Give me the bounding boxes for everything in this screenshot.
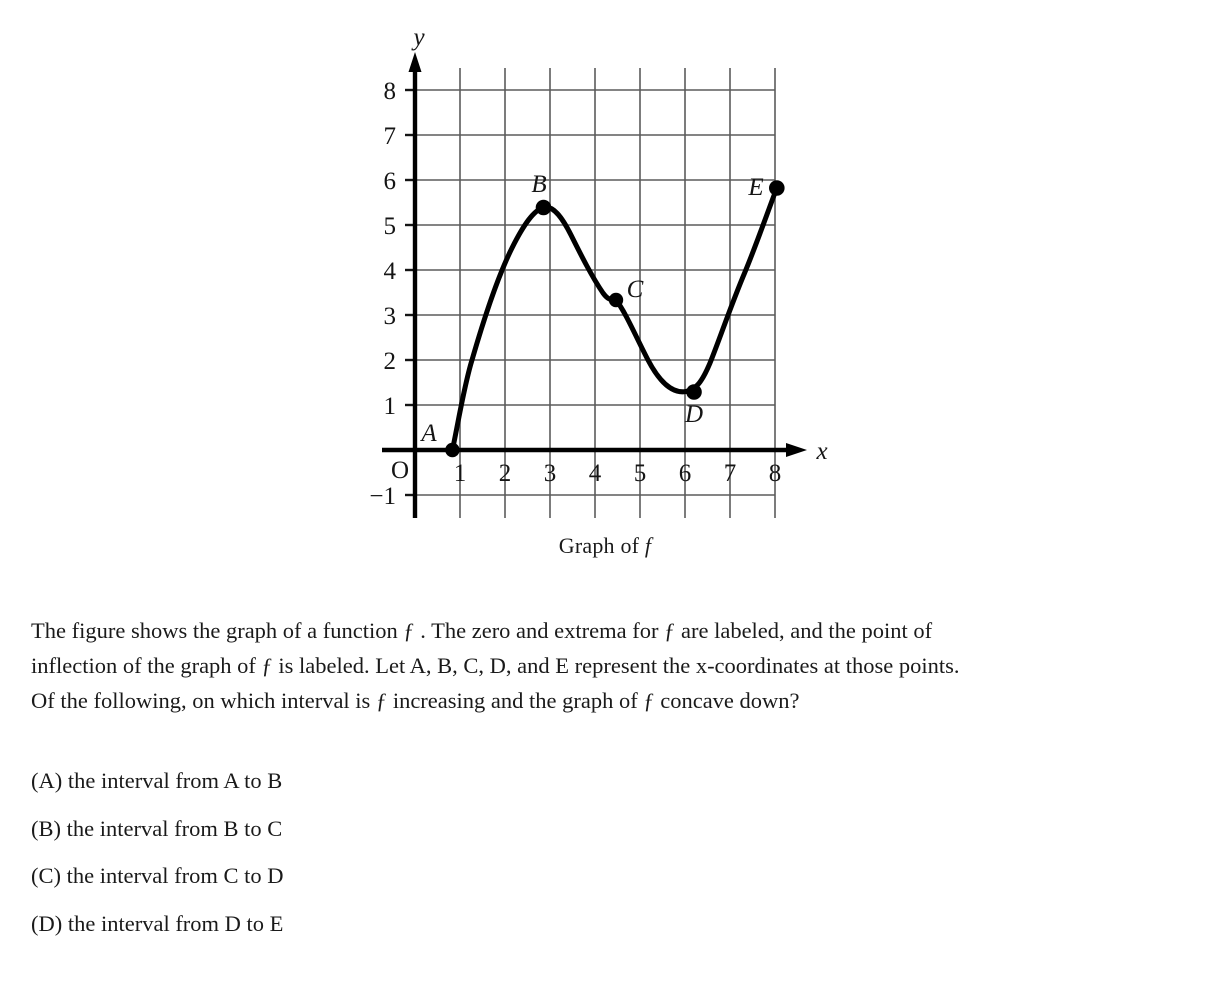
question-stem-line-2: inflection of the graph of ƒ is labeled. Let A, B, C, D, and E represent the x‑coordinates at those points. (31, 653, 960, 678)
y-tick-7: 7 (383, 123, 396, 150)
x-tick-3: 3 (543, 460, 557, 487)
point-d-marker (686, 384, 702, 400)
y-tick-4: 4 (383, 258, 396, 285)
point-a-marker (445, 443, 459, 457)
figure-caption-function: f (644, 533, 652, 558)
question-stem (31, 613, 1183, 718)
answer-choice-d[interactable] (31, 906, 831, 941)
answer-choice-d-text: the interval from D to E (67, 910, 284, 936)
figure-caption-text: Graph of (558, 533, 645, 558)
answer-choices (31, 763, 831, 953)
y-tick-1: 1 (383, 393, 396, 420)
answer-choice-a-letter: (A) (31, 768, 63, 793)
answer-choice-a-text: the interval from A to B (67, 768, 283, 793)
x-tick-1: 1 (453, 460, 467, 487)
function-curve (452, 188, 776, 450)
y-axis-arrowhead (409, 52, 422, 72)
y-tick-8: 8 (383, 78, 396, 105)
figure-caption (0, 533, 1210, 559)
point-b-label: B (531, 171, 547, 198)
answer-choice-b-letter: (B) (31, 815, 61, 841)
point-b-marker (536, 200, 552, 216)
point-e-label: E (748, 174, 764, 201)
answer-choice-b[interactable] (31, 811, 831, 846)
x-tick-7: 7 (723, 460, 737, 487)
x-tick-4: 4 (588, 460, 602, 487)
answer-choice-b-text: the interval from B to C (66, 815, 283, 841)
x-axis-arrowhead (786, 443, 807, 457)
labeled-points (445, 180, 784, 457)
y-tick-3: 3 (383, 303, 396, 330)
y-tick-2: 2 (383, 348, 396, 375)
point-c-marker (609, 293, 623, 307)
point-d-label: D (684, 401, 704, 428)
point-e-marker (769, 180, 785, 196)
y-tick-5: 5 (383, 213, 396, 240)
x-tick-5: 5 (633, 460, 647, 487)
x-tick-2: 2 (498, 460, 512, 487)
question-stem-line-1: The figure shows the graph of a function ƒ . The zero and extrema for ƒ are labeled, and the point of (31, 618, 933, 643)
answer-choice-c-letter: (C) (31, 863, 61, 888)
answer-choice-a[interactable] (31, 763, 831, 798)
answer-choice-c[interactable] (31, 858, 831, 893)
answer-choice-d-letter: (D) (31, 910, 63, 936)
x-axis-label: x (816, 438, 828, 465)
point-c-label: C (626, 276, 644, 303)
x-tick-6: 6 (678, 460, 692, 487)
y-tick-neg1: −1 (369, 483, 396, 510)
point-a-label: A (421, 420, 437, 447)
answer-choice-c-text: the interval from C to D (66, 863, 284, 888)
origin-label: O (390, 457, 410, 484)
question-stem-line-3: Of the following, on which interval is ƒ increasing and the graph of ƒ concave down? (31, 688, 800, 713)
y-tick-6: 6 (383, 168, 396, 195)
x-tick-8: 8 (768, 460, 782, 487)
y-axis-label: y (413, 24, 425, 51)
